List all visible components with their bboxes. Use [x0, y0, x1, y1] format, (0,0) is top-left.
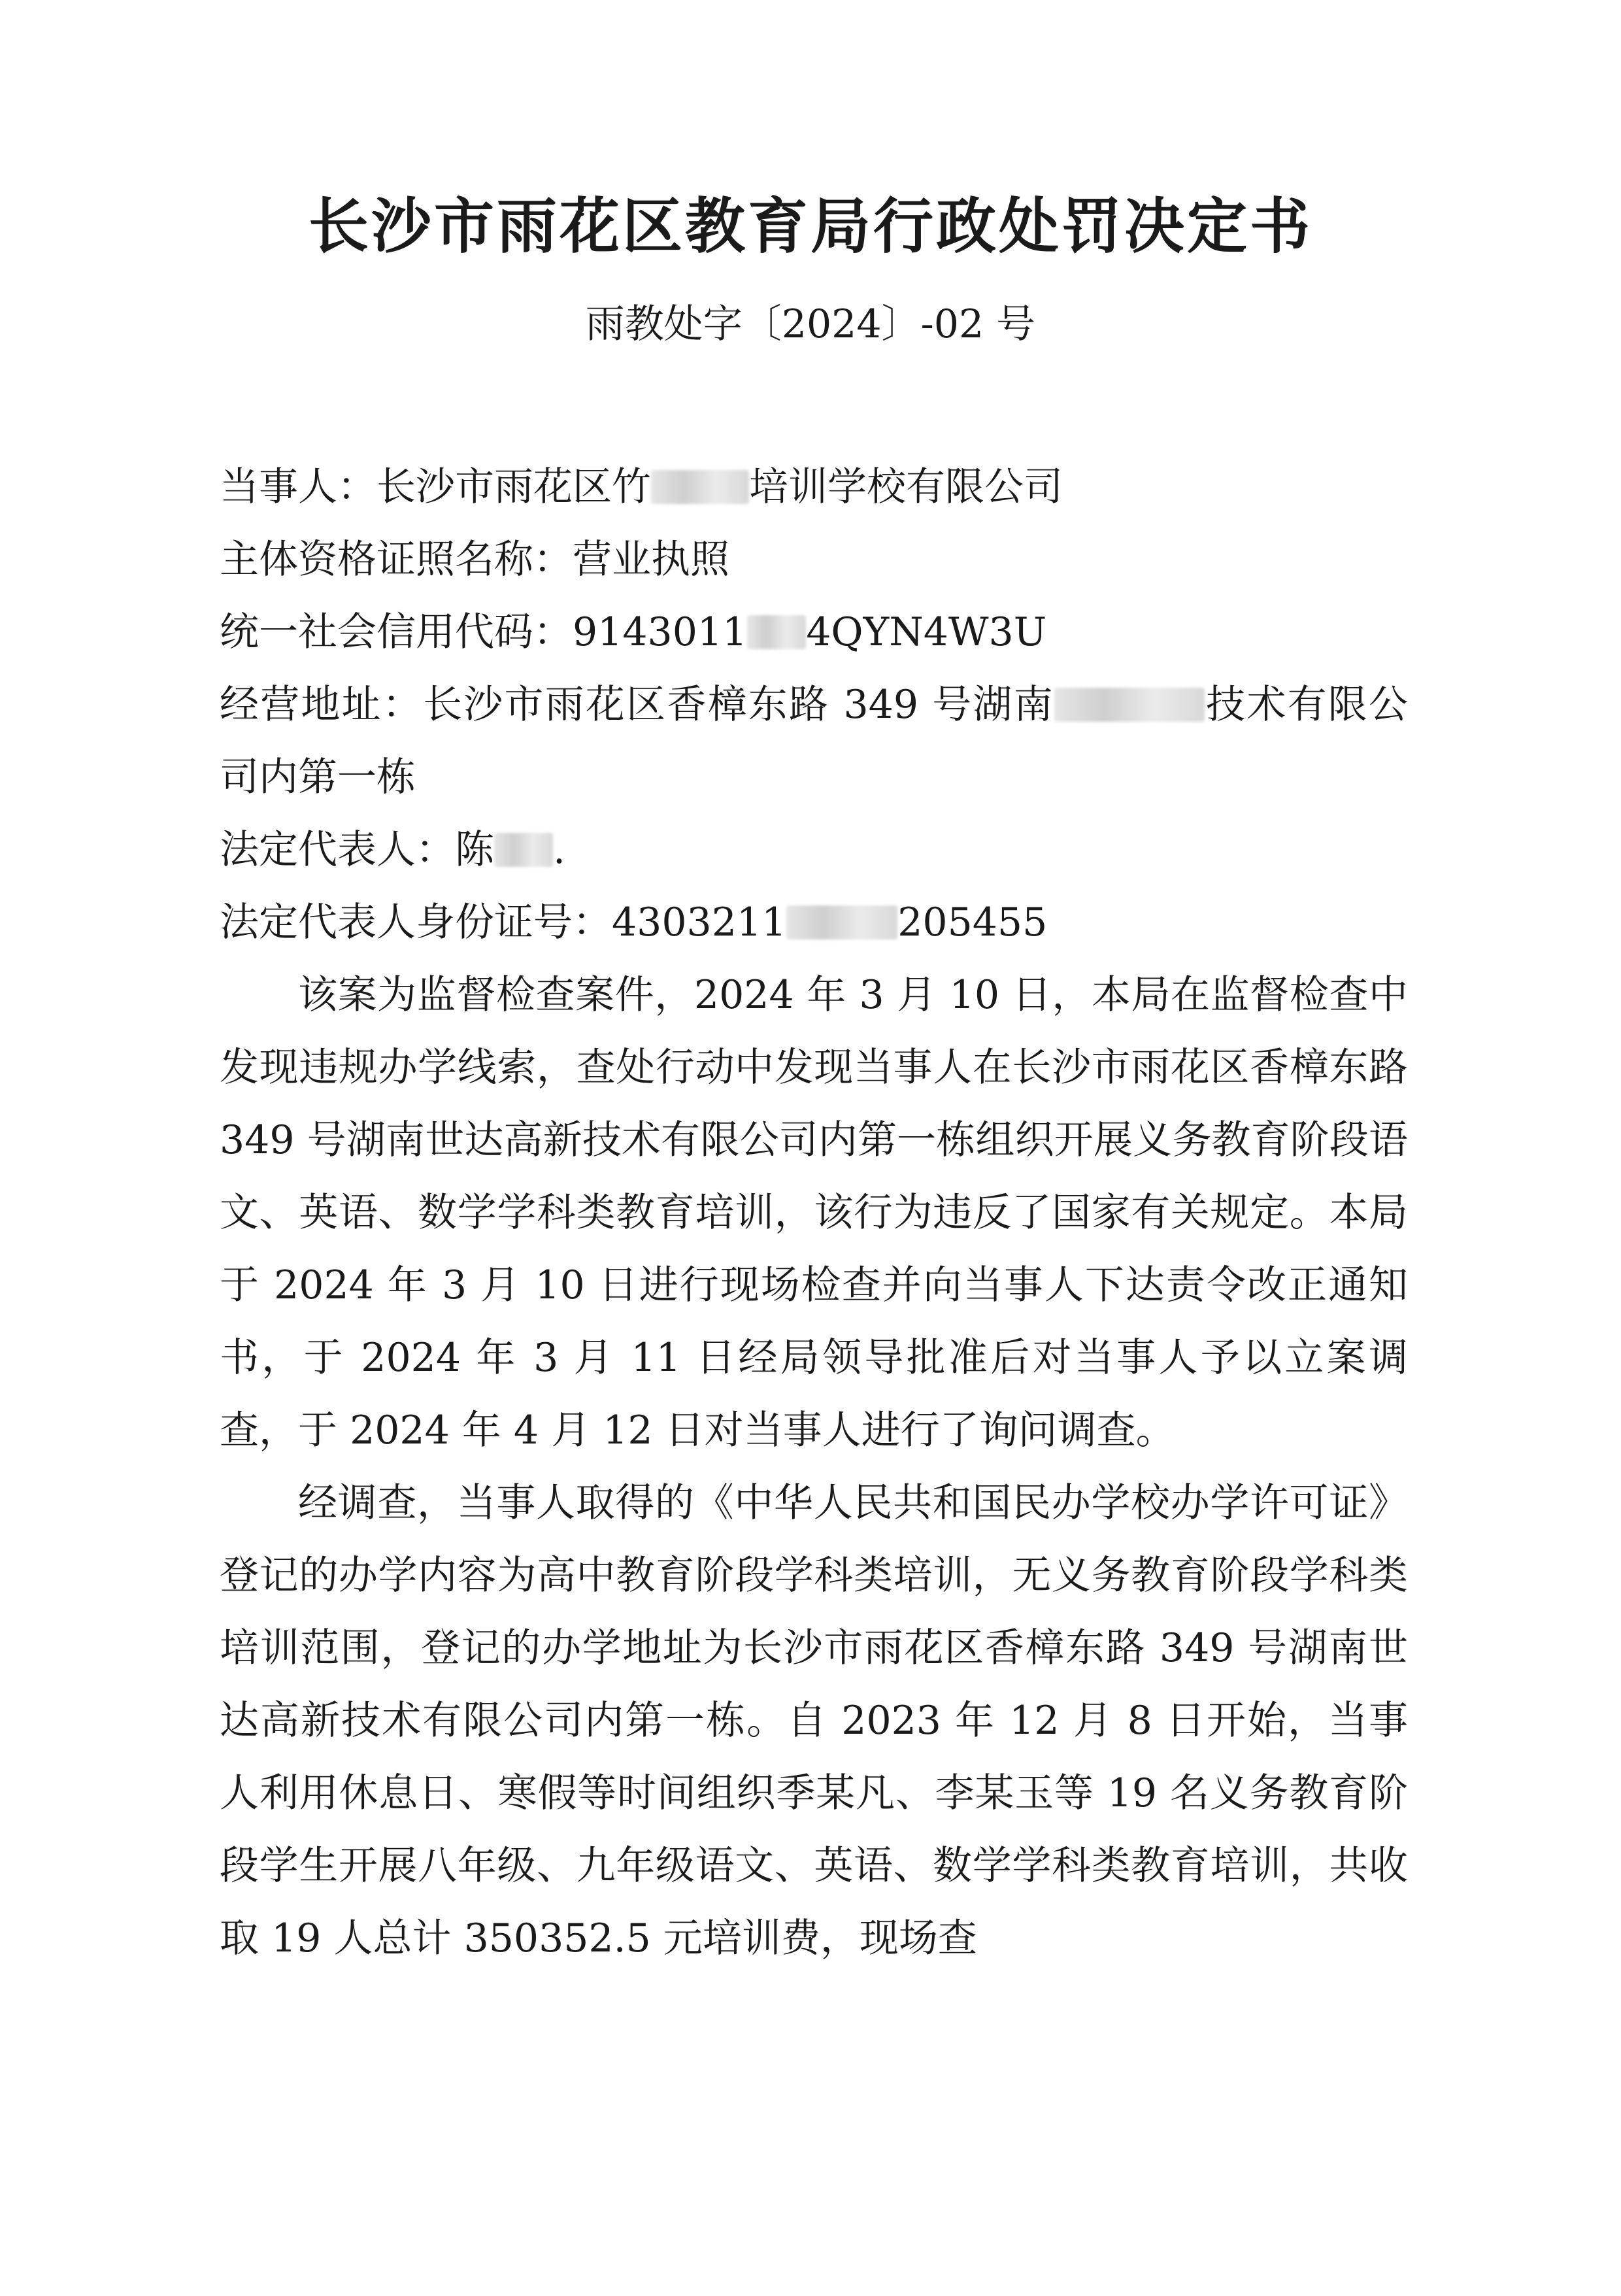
address-end: 技术有限公司内第一栋: [220, 682, 1409, 800]
credit-code-line: [220, 596, 1408, 669]
paragraph: 经调查，当事人取得的《中华人民共和国民办学校办学许可证》登记的办学内容为高中教育阶段学科类培训，无义务教育阶段学科类培训范围，登记的办学地址为长沙市雨花区香樟东路 349 号湖南世达高新技术有限公司内第一栋。自 2023 年 12 月 8 日开始，当事人利用休息日、寒假等时间组织季某凡、李某玉等 19 名义务教育阶段学生开展八年级、九年级语文、英语、数学学科类教育培训，共收取 19 人总计 350352.5 元培训费，现场查: [220, 1480, 1408, 1961]
license-line: [220, 524, 1408, 596]
party-line: [220, 451, 1408, 524]
credit-code-start: 9143011: [573, 609, 748, 655]
legal-rep-line: [220, 814, 1408, 886]
id-number-end: 205455: [897, 900, 1048, 945]
license-value: 营业执照: [573, 537, 729, 582]
license-label: 主体资格证照名称：: [220, 537, 573, 582]
paragraph: 该案为监督检查案件，2024 年 3 月 10 日，本局在监督检查中发现违规办学线索，查处行动中发现当事人在长沙市雨花区香樟东路 349 号湖南世达高新技术有限公司内第一栋组织开展义务教育阶段语文、英语、数学学科类教育培训，该行为违反了国家有关规定。本局于 2024 年 3 月 10 日进行现场检查并向当事人下达责令改正通知书，于 2024 年 3 月 11 日经局领导批准后对当事人予以立案调查，于 2024 年 4 月 12 日对当事人进行了询问调查。: [220, 972, 1408, 1453]
credit-code-end: 4QYN4W3U: [806, 609, 1047, 655]
redaction-blur: [747, 615, 806, 649]
party-name-start: 长沙市雨花区竹: [376, 464, 651, 510]
credit-code-label: 统一社会信用代码：: [220, 609, 573, 655]
document-title: 长沙市雨花区教育局行政处罚决定书: [308, 192, 1312, 262]
id-number-label: 法定代表人身份证号：: [220, 900, 612, 945]
legal-rep-label: 法定代表人：: [220, 827, 455, 873]
address-start: 长沙市雨花区香樟东路 349 号湖南: [423, 682, 1054, 728]
id-number-line: [220, 886, 1408, 959]
redaction-blur: [786, 905, 897, 939]
address-label: 经营地址：: [220, 682, 424, 728]
party-name-end: 培训学校有限公司: [749, 464, 1063, 510]
redaction-blur: [1054, 688, 1205, 722]
redaction-blur: [494, 833, 553, 867]
address-line: [220, 669, 1408, 814]
party-label: 当事人：: [220, 464, 376, 510]
redaction-blur: [651, 470, 749, 504]
legal-rep-start: 陈: [455, 827, 494, 873]
document-number: 雨教处字〔2024〕-02 号: [585, 301, 1036, 347]
document-body: [220, 451, 1408, 1975]
id-number-start: 4303211: [612, 900, 787, 945]
legal-rep-end: .: [553, 827, 566, 873]
